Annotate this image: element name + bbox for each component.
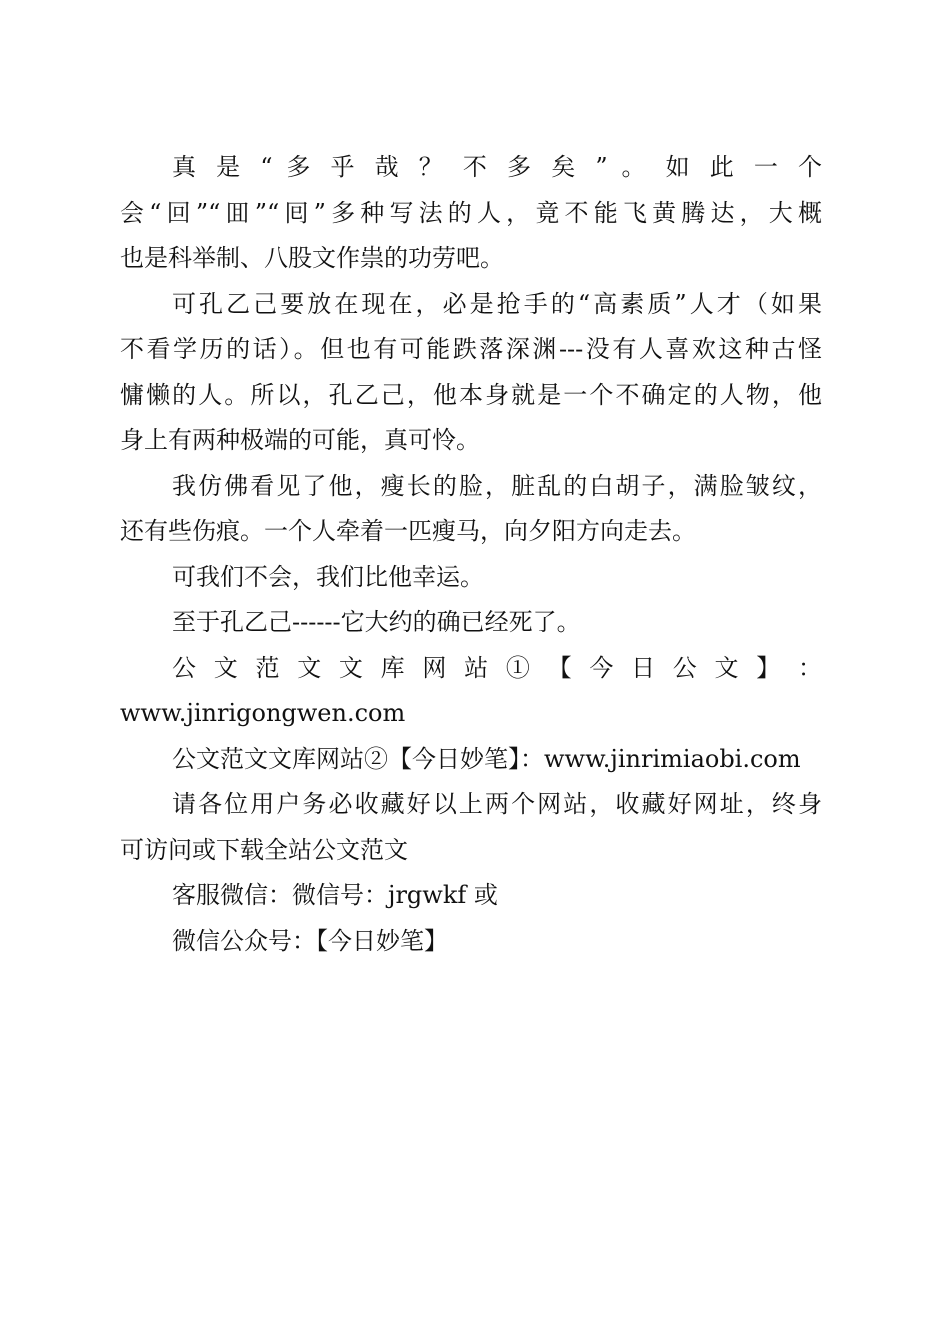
text-line: 客服微信：微信号：jrgwkf 或 — [172, 881, 498, 909]
text-line: 可孔乙己要放在现在，必是抢手的“高素质”人才（如果 — [172, 289, 822, 318]
text-line: 可我们不会，我们比他幸运。 — [172, 562, 484, 591]
text-line: 我仿佛看见了他，瘦长的脸，脏乱的白胡子，满脸皱纹， — [172, 471, 822, 500]
text-line: 还有些伤痕。一个人牵着一匹瘦马，向夕阳方向走去。 — [120, 517, 696, 545]
text-line: 请各位用户务必收藏好以上两个网站，收藏好网址，终身 — [172, 790, 822, 818]
text-line: 慵懒的人。所以，孔乙己，他本身就是一个不确定的人物，他 — [120, 380, 822, 409]
text-line: 也是科举制、八股文作祟的功劳吧。 — [120, 244, 504, 272]
text-line: 公 文 范 文 文 库 网 站 ① 【 今 日 公 文 】 ： — [172, 653, 822, 682]
website-link-1: www.jinrigongwen.com — [120, 699, 406, 727]
text-line: 公文范文文库网站②【今日妙笔】：www.jinrimiaobi.com — [172, 744, 801, 773]
text-line: 微信公众号：【今日妙笔】 — [172, 926, 448, 955]
text-line: 不看学历的话）。但也有可能跌落深渊---没有人喜欢这种古怪 — [120, 335, 822, 363]
text-line: 至于孔乙己------它大约的确已经死了。 — [172, 608, 581, 636]
text-line: 真 是 “ 多 乎 哉 ？ 不 多 矣 ” 。 如 此 一 个 — [172, 153, 822, 181]
text-line: 身上有两种极端的可能，真可怜。 — [120, 426, 480, 454]
document-body — [120, 145, 822, 964]
text-line: 可访问或下载全站公文范文 — [120, 835, 408, 864]
text-line: 会“回”“囬”“囘”多种写法的人，竟不能飞黄腾达，大概 — [120, 198, 822, 227]
